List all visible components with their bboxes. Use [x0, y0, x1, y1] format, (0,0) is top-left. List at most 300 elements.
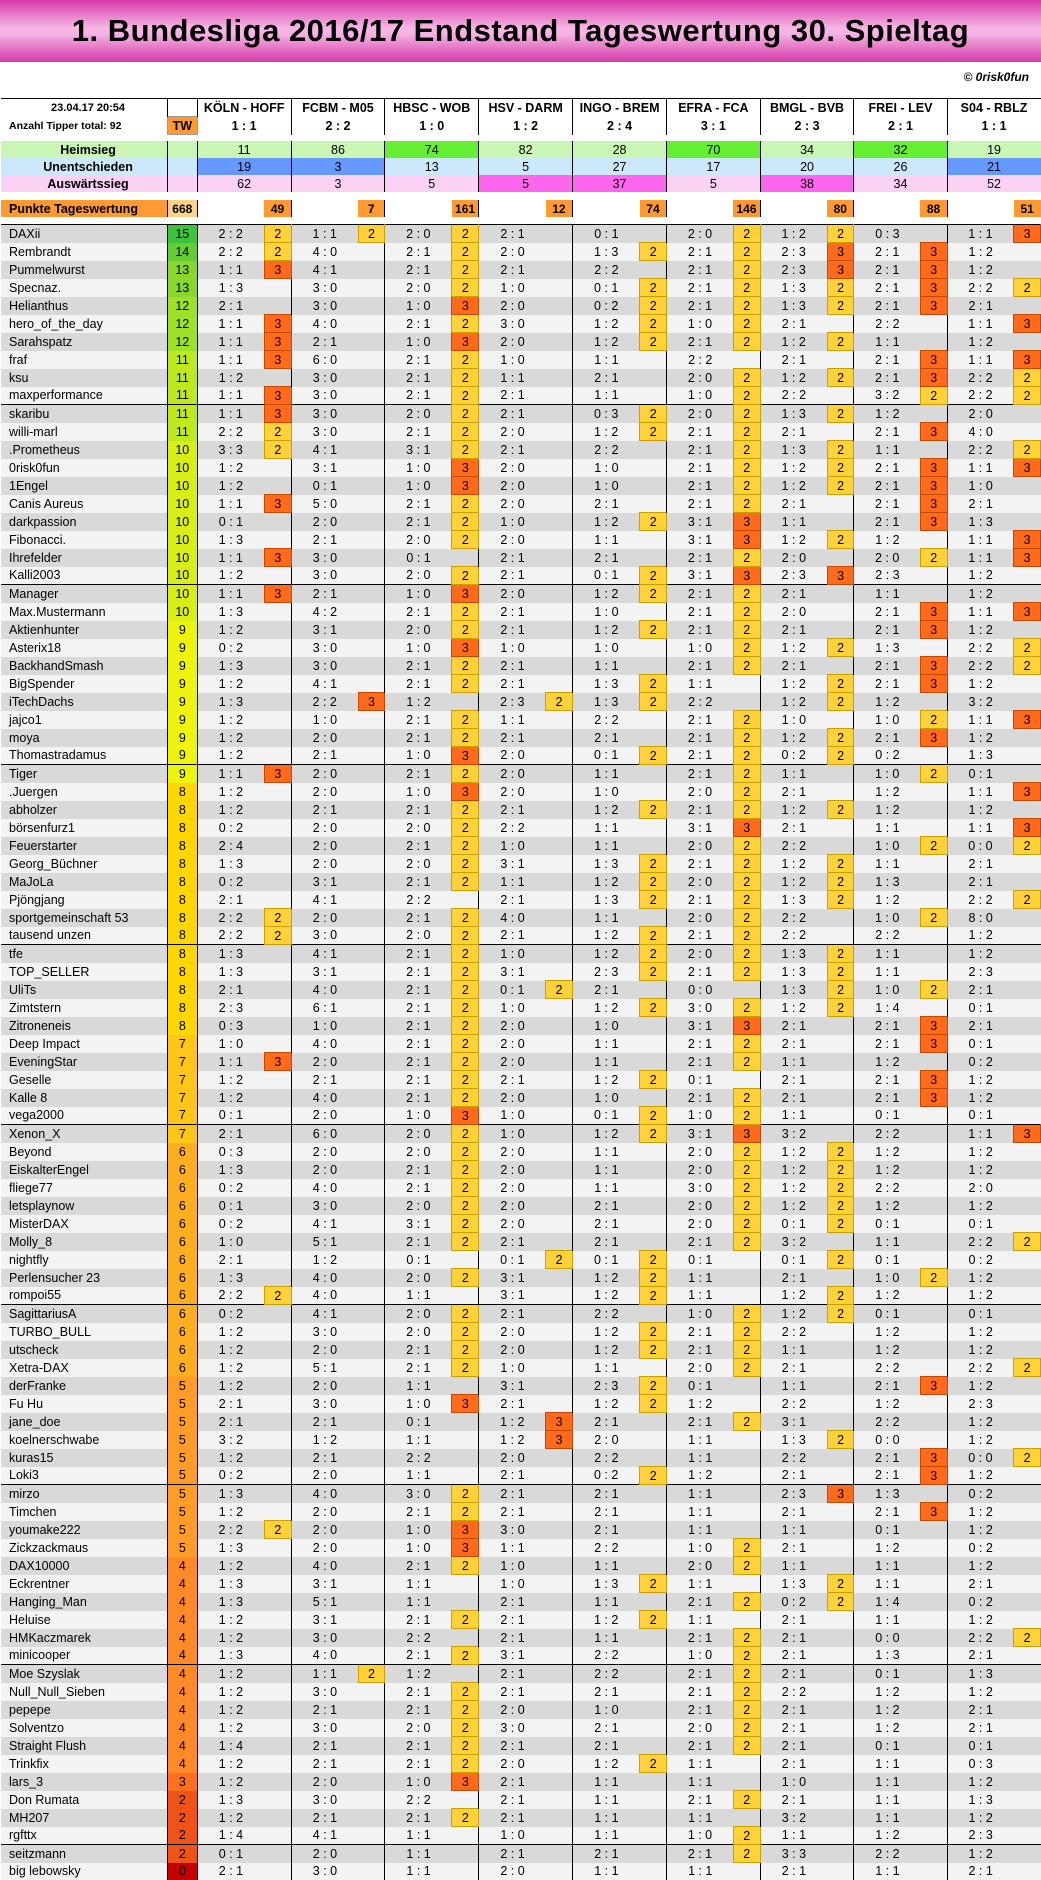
player-name: UliTs: [1, 981, 168, 999]
table-row: [1, 1251, 1041, 1269]
tip: 2 : 0: [291, 909, 358, 927]
tip: 0 : 1: [854, 1665, 921, 1683]
table-row: [1, 1197, 1041, 1215]
player-name: SagittariusA: [1, 1305, 168, 1323]
tip: 2 : 0: [947, 405, 1014, 423]
tip-points: [1014, 513, 1041, 531]
player-tw: 6: [168, 1323, 197, 1341]
player-name: Feuerstarter: [1, 837, 168, 855]
tip: 1 : 2: [854, 1395, 921, 1413]
tip-points: [264, 1575, 291, 1593]
player-tw: 6: [168, 1143, 197, 1161]
tip-points: 2: [640, 747, 667, 765]
tip-points: [546, 261, 573, 279]
tip-points: [827, 1827, 854, 1845]
tip-points: [640, 261, 667, 279]
tip-points: [546, 387, 573, 405]
tip: 3 : 1: [667, 567, 734, 585]
match-name: S04 - RBLZ: [947, 99, 1040, 117]
tip-points: [827, 1323, 854, 1341]
tip: 1 : 1: [854, 855, 921, 873]
tip-points: 2: [733, 855, 760, 873]
match-points: 146: [733, 200, 760, 217]
tip-points: [733, 981, 760, 999]
tip: 1 : 2: [947, 1269, 1014, 1287]
tip: 1 : 3: [760, 945, 827, 963]
tip-points: [358, 855, 385, 873]
player-name: 0risk0fun: [1, 459, 168, 477]
tip-points: [1014, 1755, 1041, 1773]
tip: 1 : 1: [385, 1467, 452, 1485]
player-tw: 7: [168, 1035, 197, 1053]
tip: 2 : 0: [479, 1017, 546, 1035]
tip: 2 : 2: [947, 1359, 1014, 1377]
tip-points: 3: [920, 261, 947, 279]
tip-points: [358, 1377, 385, 1395]
tip-points: [1014, 1827, 1041, 1845]
tip: 1 : 2: [573, 513, 640, 531]
tip-points: 2: [733, 1233, 760, 1251]
tip-points: [452, 1827, 479, 1845]
tip-points: [640, 1809, 667, 1827]
tip-points: 3: [733, 567, 760, 585]
tip-points: 2: [733, 1053, 760, 1071]
table-row: [1, 1161, 1041, 1179]
tip-points: [920, 1251, 947, 1269]
tip-points: 2: [452, 1323, 479, 1341]
tip: 2 : 3: [760, 567, 827, 585]
tip-points: [264, 1161, 291, 1179]
tip: 1 : 1: [667, 1755, 734, 1773]
tip: 2 : 1: [385, 1557, 452, 1575]
tip-points: 3: [546, 1431, 573, 1449]
tip: 1 : 2: [573, 621, 640, 639]
tip-points: [452, 1377, 479, 1395]
tip-points: 3: [452, 333, 479, 351]
player-name: abholzer: [1, 801, 168, 819]
tip: 1 : 1: [573, 1773, 640, 1791]
player-tw: 4: [168, 1611, 197, 1629]
table-row: [1, 1773, 1041, 1791]
player-tw: 8: [168, 783, 197, 801]
tip: 1 : 3: [760, 297, 827, 315]
tip-points: [264, 1863, 291, 1880]
player-tw: 8: [168, 981, 197, 999]
tip: 2 : 1: [854, 279, 921, 297]
spacer: [1, 192, 1041, 200]
player-name: pepepe: [1, 1701, 168, 1719]
tip-points: 2: [733, 1593, 760, 1611]
tip: 2 : 0: [291, 1773, 358, 1791]
tip-points: [640, 1233, 667, 1251]
tip-points: [546, 657, 573, 675]
tip: 2 : 0: [479, 1701, 546, 1719]
tip: 1 : 0: [479, 639, 546, 657]
tip-points: [827, 1665, 854, 1683]
tip: 2 : 1: [479, 1305, 546, 1323]
tip-points: [827, 1863, 854, 1880]
points-gap: [947, 200, 1014, 217]
copyright: © 0risk0fun: [963, 70, 1029, 84]
tip-points: [1014, 1179, 1041, 1197]
tip-points: [264, 1305, 291, 1323]
tip: 4 : 0: [291, 1287, 358, 1305]
table-row: [1, 1521, 1041, 1539]
tip: 2 : 1: [385, 1701, 452, 1719]
tip-points: [358, 1467, 385, 1485]
tip-points: [920, 639, 947, 657]
tip: 1 : 2: [854, 1287, 921, 1305]
tip: 1 : 1: [197, 261, 264, 279]
player-tw: 7: [168, 1107, 197, 1125]
tip: 3 : 0: [291, 369, 358, 387]
table-row: [1, 1431, 1041, 1449]
tip: 1 : 2: [573, 1611, 640, 1629]
tip: 1 : 1: [760, 1827, 827, 1845]
tip: 1 : 0: [479, 1359, 546, 1377]
tip-points: 2: [733, 873, 760, 891]
player-tw: 10: [168, 585, 197, 603]
tip: 1 : 1: [667, 1503, 734, 1521]
tip-points: 2: [827, 405, 854, 423]
tip: 1 : 1: [854, 945, 921, 963]
tip: 2 : 1: [854, 513, 921, 531]
tip: 2 : 2: [854, 1125, 921, 1143]
tip-points: 2: [452, 261, 479, 279]
tip: 1 : 2: [947, 729, 1014, 747]
tip: 2 : 0: [479, 1449, 546, 1467]
tip-points: [546, 1629, 573, 1647]
tip: 2 : 1: [573, 1413, 640, 1431]
player-name: koelnerschwabe: [1, 1431, 168, 1449]
tip-points: [827, 495, 854, 513]
tip: 2 : 0: [479, 1089, 546, 1107]
tip: 2 : 1: [854, 621, 921, 639]
tip-points: 2: [733, 1683, 760, 1701]
tip-points: 2: [452, 513, 479, 531]
tip: 2 : 1: [667, 711, 734, 729]
tip-points: [640, 1017, 667, 1035]
tip-points: [733, 1809, 760, 1827]
tip-points: [452, 549, 479, 567]
tip: 2 : 2: [760, 927, 827, 945]
tip: 1 : 2: [854, 783, 921, 801]
tip: 1 : 3: [760, 441, 827, 459]
tip: 2 : 0: [385, 405, 452, 423]
table-row: [1, 945, 1041, 963]
tip-points: [1014, 981, 1041, 999]
tip-points: [1014, 423, 1041, 441]
tip: 1 : 1: [385, 1863, 452, 1880]
table-row: [1, 927, 1041, 945]
player-tw: 4: [168, 1593, 197, 1611]
tip: 4 : 0: [291, 315, 358, 333]
tip: 1 : 0: [760, 711, 827, 729]
tip: 2 : 1: [291, 1737, 358, 1755]
player-name: Geselle: [1, 1071, 168, 1089]
tip-points: [920, 1179, 947, 1197]
tip: 3 : 0: [291, 639, 358, 657]
tip-points: 2: [640, 405, 667, 423]
tip: 2 : 1: [573, 1521, 640, 1539]
tip: 2 : 1: [385, 243, 452, 261]
tip: 0 : 3: [573, 405, 640, 423]
tip: 1 : 2: [291, 1431, 358, 1449]
tip: 1 : 2: [854, 1539, 921, 1557]
tip: 2 : 1: [385, 1341, 452, 1359]
tip-points: [264, 1539, 291, 1557]
player-name: Thomastradamus: [1, 747, 168, 765]
tip-points: [733, 1485, 760, 1503]
tip-points: [827, 1089, 854, 1107]
tip: 2 : 0: [479, 1053, 546, 1071]
tip-points: [1014, 945, 1041, 963]
tip-points: [264, 1233, 291, 1251]
tip-points: [358, 1827, 385, 1845]
tip: 4 : 1: [291, 1305, 358, 1323]
tip-points: [546, 729, 573, 747]
tip-points: 2: [733, 1791, 760, 1809]
tip: 2 : 0: [385, 1305, 452, 1323]
tip-points: [546, 765, 573, 783]
tip: 2 : 3: [947, 1827, 1014, 1845]
tip: 1 : 3: [573, 855, 640, 873]
tip: 2 : 1: [760, 1665, 827, 1683]
tip-points: [640, 459, 667, 477]
tip: 2 : 0: [573, 1431, 640, 1449]
tip: 2 : 1: [854, 1449, 921, 1467]
player-name: ksu: [1, 369, 168, 387]
tip: 0 : 2: [947, 1251, 1014, 1269]
tip-points: 2: [452, 279, 479, 297]
tip: 2 : 1: [760, 315, 827, 333]
tip-points: 2: [452, 441, 479, 459]
table-row: [1, 1449, 1041, 1467]
tip-points: [452, 1629, 479, 1647]
tip: 2 : 0: [479, 1179, 546, 1197]
player-name: derFranke: [1, 1377, 168, 1395]
tip-points: 2: [452, 1125, 479, 1143]
tip: 1 : 1: [479, 1539, 546, 1557]
tip: 0 : 0: [854, 1629, 921, 1647]
tip-points: 3: [920, 1071, 947, 1089]
tip: 3 : 3: [197, 441, 264, 459]
tip: 2 : 1: [667, 1593, 734, 1611]
tip: 4 : 1: [291, 441, 358, 459]
stat-away: 62: [197, 175, 291, 192]
player-name: tausend unzen: [1, 927, 168, 945]
tip: 1 : 0: [573, 603, 640, 621]
tip: 1 : 1: [573, 1863, 640, 1880]
player-name: Zitroneneis: [1, 1017, 168, 1035]
tip-points: [1014, 1737, 1041, 1755]
player-tw: 13: [168, 279, 197, 297]
tip: 3 : 3: [760, 1845, 827, 1863]
tip-points: [920, 1665, 947, 1683]
tw-spacer: [168, 99, 197, 117]
tip: 1 : 2: [854, 531, 921, 549]
player-tw: 6: [168, 1197, 197, 1215]
tip-points: 2: [1014, 1449, 1041, 1467]
tip-points: [264, 1485, 291, 1503]
tip-points: 3: [452, 585, 479, 603]
tip-points: [640, 819, 667, 837]
tip: 2 : 2: [385, 1449, 452, 1467]
tip: 2 : 3: [760, 243, 827, 261]
tip-points: [358, 495, 385, 513]
tip: 2 : 1: [385, 423, 452, 441]
tip: 2 : 0: [667, 225, 734, 243]
tip-points: 2: [827, 369, 854, 387]
player-tw: 13: [168, 261, 197, 279]
tip-points: [640, 531, 667, 549]
tip: 2 : 1: [947, 1017, 1014, 1035]
tip-points: [640, 1503, 667, 1521]
tip-points: 2: [640, 1377, 667, 1395]
tip-points: [358, 603, 385, 621]
tip-points: [640, 639, 667, 657]
tip: 1 : 1: [573, 531, 640, 549]
tip-points: [827, 1539, 854, 1557]
table-row: [1, 909, 1041, 927]
player-name: kuras15: [1, 1449, 168, 1467]
player-tw: 10: [168, 513, 197, 531]
tip-points: [733, 1755, 760, 1773]
tip: 2 : 1: [479, 675, 546, 693]
tip: 2 : 1: [385, 981, 452, 999]
tip: 2 : 1: [573, 1215, 640, 1233]
tip: 1 : 2: [854, 1323, 921, 1341]
tip-points: [546, 315, 573, 333]
tip-points: [1014, 1503, 1041, 1521]
tip: 1 : 1: [854, 963, 921, 981]
tip: 2 : 1: [947, 1701, 1014, 1719]
tip-points: 2: [640, 801, 667, 819]
tip-points: [358, 1395, 385, 1413]
tip: 2 : 2: [760, 1323, 827, 1341]
player-tw: 2: [168, 1845, 197, 1863]
tip: 1 : 0: [479, 513, 546, 531]
player-name: nightfly: [1, 1251, 168, 1269]
tip-points: 2: [640, 1251, 667, 1269]
tip: 2 : 1: [573, 1485, 640, 1503]
tip-points: 2: [920, 549, 947, 567]
tip-points: 2: [452, 1809, 479, 1827]
tip-points: [358, 441, 385, 459]
tip: 2 : 0: [291, 1143, 358, 1161]
tip: 2 : 1: [667, 585, 734, 603]
tip: 1 : 1: [760, 765, 827, 783]
tip-points: [264, 1125, 291, 1143]
tip-points: [546, 1611, 573, 1629]
tip-points: [358, 999, 385, 1017]
tip: 1 : 2: [573, 423, 640, 441]
tip: 1 : 2: [573, 1269, 640, 1287]
player-name: vega2000: [1, 1107, 168, 1125]
tip: 1 : 1: [947, 783, 1014, 801]
tip: 4 : 1: [291, 945, 358, 963]
tip-points: [358, 1107, 385, 1125]
tip: 2 : 1: [385, 603, 452, 621]
tip-points: [827, 765, 854, 783]
tip: 2 : 3: [573, 963, 640, 981]
tip-points: 2: [920, 909, 947, 927]
tip-points: [264, 1269, 291, 1287]
tip: 1 : 2: [760, 477, 827, 495]
player-name: darkpassion: [1, 513, 168, 531]
tip-points: [358, 819, 385, 837]
tip-points: 2: [733, 1215, 760, 1233]
tip: 2 : 0: [479, 585, 546, 603]
tip-points: [264, 711, 291, 729]
tip: 1 : 0: [385, 459, 452, 477]
tip-points: [827, 783, 854, 801]
stat-label-home: Heimsieg: [1, 141, 168, 158]
tip: 1 : 1: [291, 225, 358, 243]
tip: 2 : 1: [760, 1719, 827, 1737]
tip-points: [640, 1593, 667, 1611]
player-tw: 6: [168, 1269, 197, 1287]
tip-points: [920, 1701, 947, 1719]
tip-points: [827, 1377, 854, 1395]
player-name: Heluise: [1, 1611, 168, 1629]
player-tw: 8: [168, 837, 197, 855]
tip-points: [920, 1863, 947, 1880]
tip-points: [264, 945, 291, 963]
tip: 1 : 2: [760, 675, 827, 693]
player-tw: 11: [168, 423, 197, 441]
tip: 3 : 2: [760, 1125, 827, 1143]
tip-points: 2: [733, 639, 760, 657]
tip-points: [546, 639, 573, 657]
tip-points: [640, 351, 667, 369]
tip: 2 : 2: [197, 1521, 264, 1539]
tip: 2 : 0: [479, 1161, 546, 1179]
tip: 1 : 2: [573, 927, 640, 945]
tip: 2 : 1: [385, 999, 452, 1017]
tip-points: [358, 873, 385, 891]
player-name: hero_of_the_day: [1, 315, 168, 333]
tip: 2 : 1: [573, 1737, 640, 1755]
tip-points: [827, 549, 854, 567]
player-tw: 4: [168, 1719, 197, 1737]
tip: 1 : 1: [667, 1809, 734, 1827]
tip-points: [546, 945, 573, 963]
player-tw: 9: [168, 765, 197, 783]
tip: 1 : 2: [197, 1071, 264, 1089]
tip-points: [1014, 1143, 1041, 1161]
tip-points: [1014, 1521, 1041, 1539]
tip-points: 3: [733, 1017, 760, 1035]
tip: 0 : 2: [573, 297, 640, 315]
tip-points: [358, 639, 385, 657]
tip: 2 : 0: [291, 837, 358, 855]
tip-points: [733, 1377, 760, 1395]
tip-points: [1014, 1485, 1041, 1503]
tip-points: 2: [733, 1413, 760, 1431]
tip: 1 : 2: [854, 801, 921, 819]
tip: 1 : 2: [197, 783, 264, 801]
tip: 2 : 2: [947, 891, 1014, 909]
tip: 3 : 0: [291, 297, 358, 315]
tip: 2 : 1: [667, 729, 734, 747]
tip-points: [358, 1341, 385, 1359]
tip: 2 : 1: [760, 351, 827, 369]
tip-points: [827, 1791, 854, 1809]
tip-points: [358, 261, 385, 279]
tip-points: [264, 1251, 291, 1269]
tip-points: [827, 1395, 854, 1413]
